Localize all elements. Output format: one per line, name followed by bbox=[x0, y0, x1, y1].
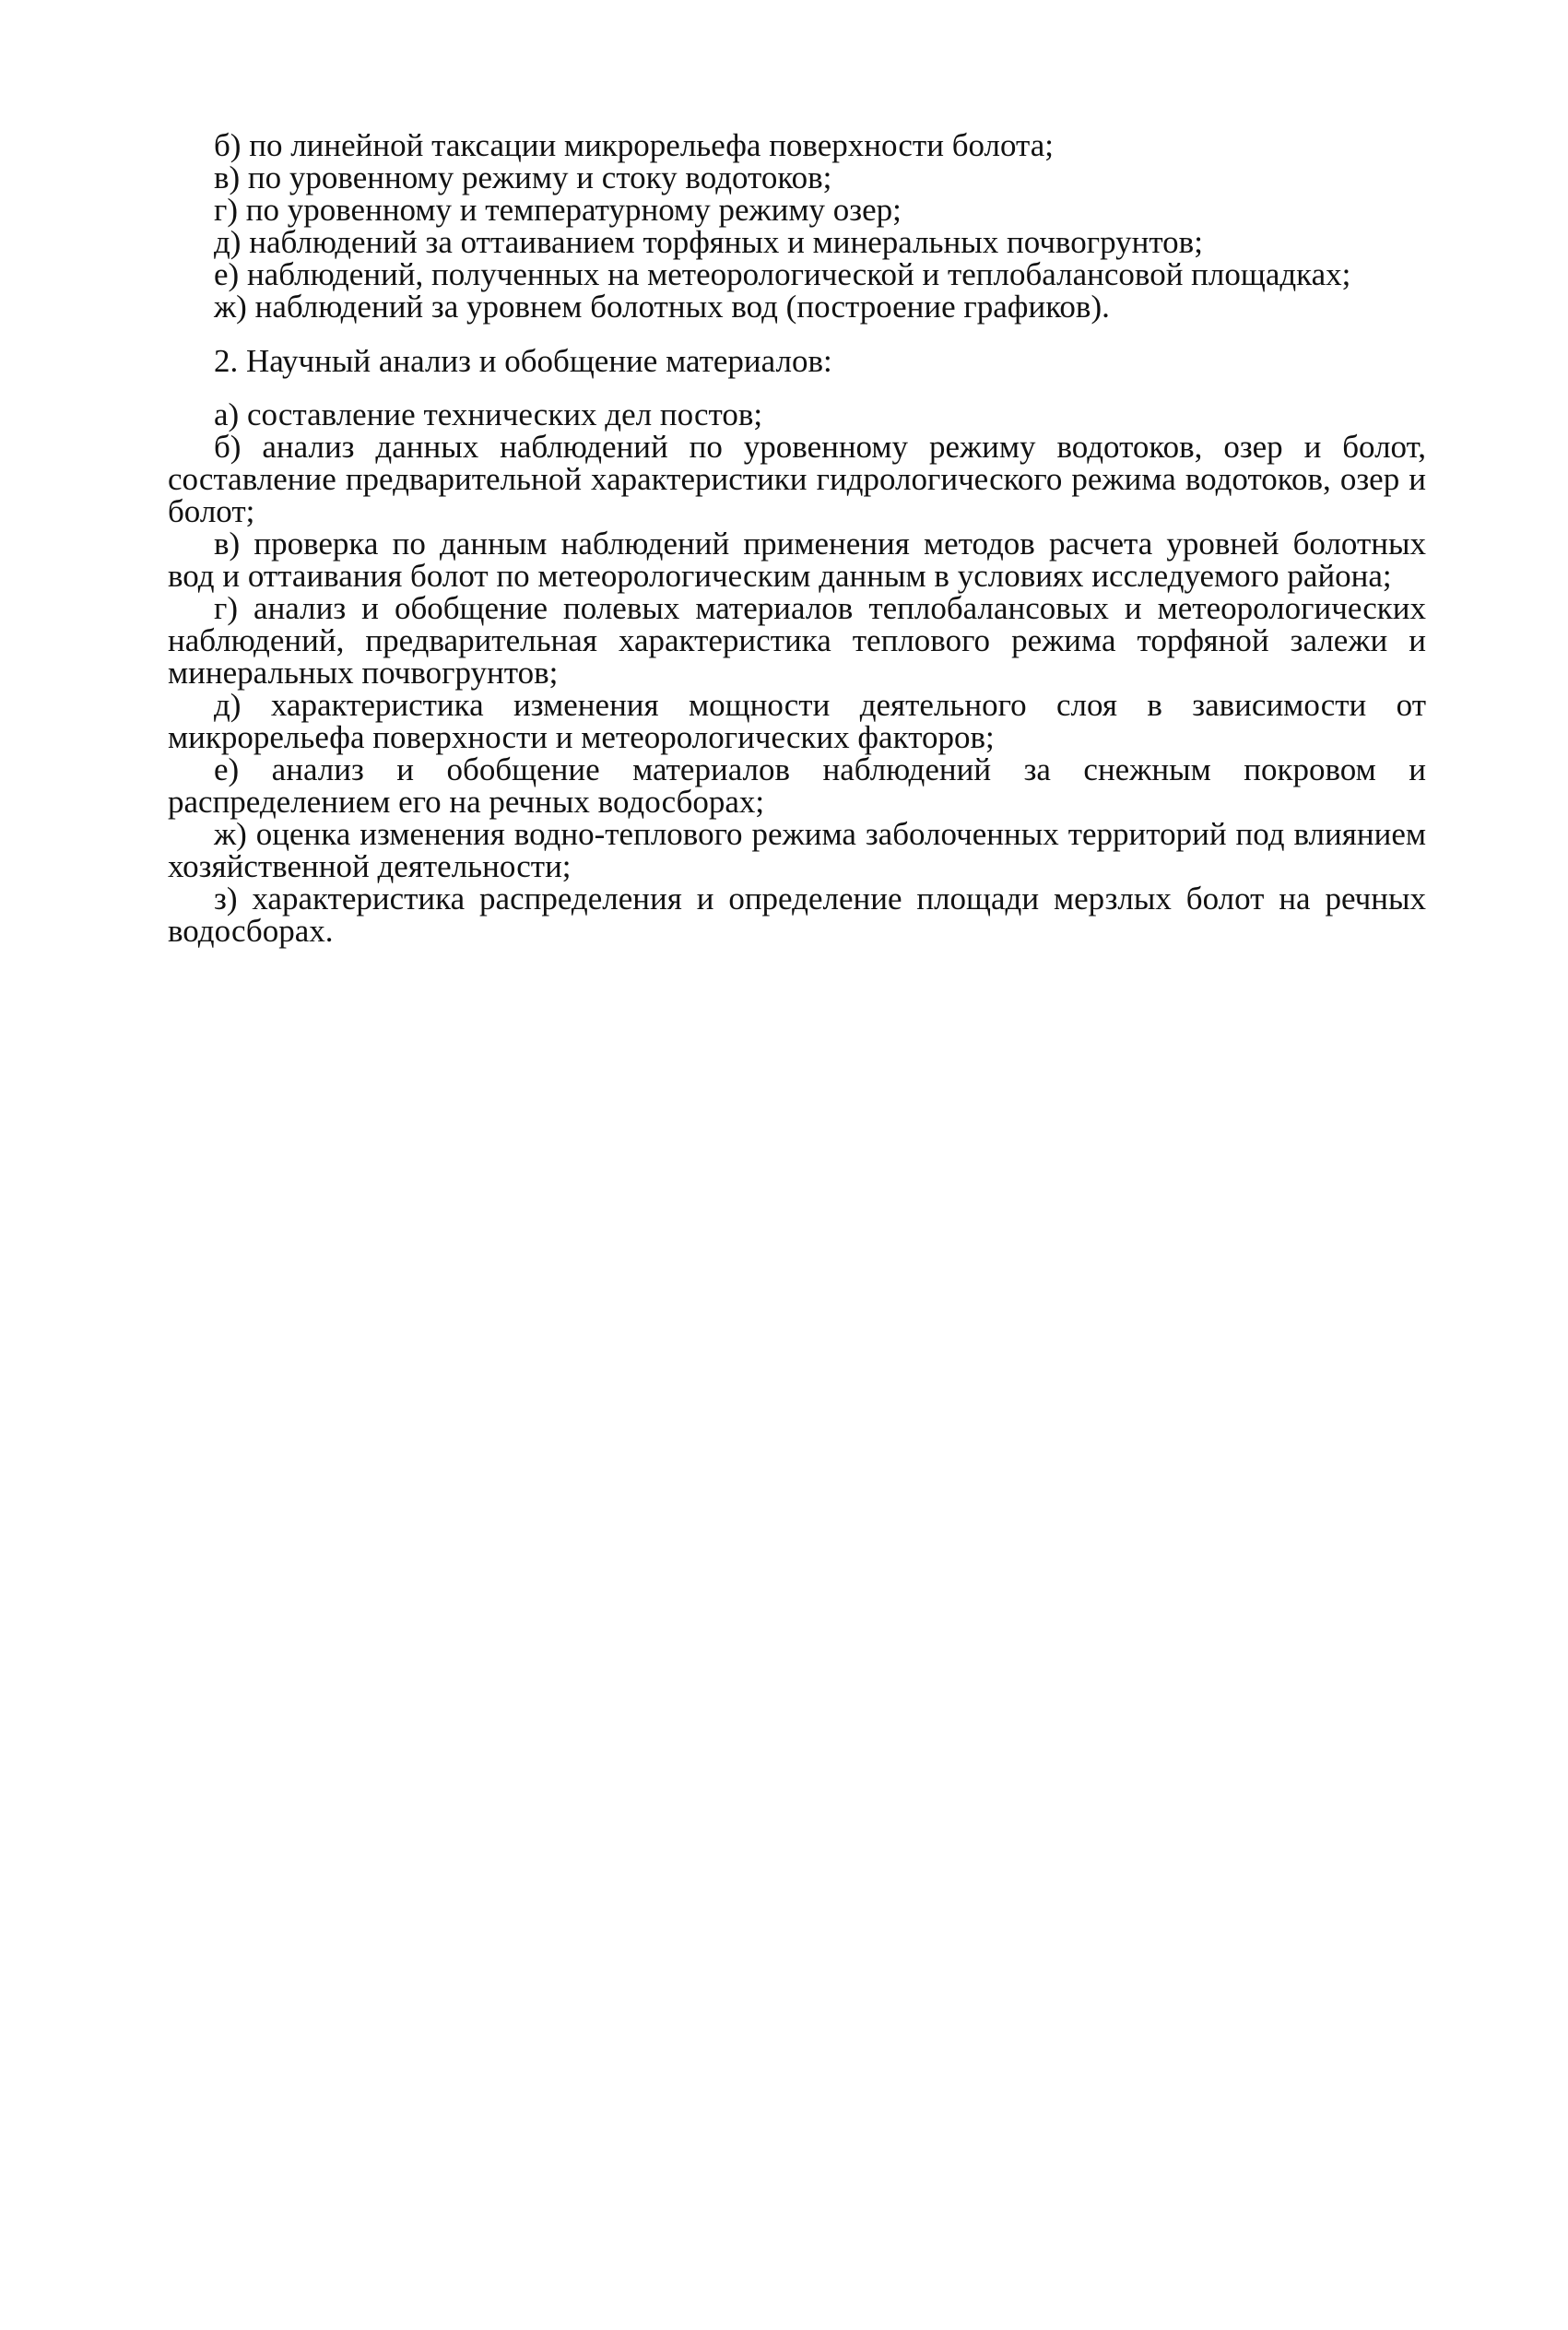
list-item: г) по уровенному и температурному режиму озер; bbox=[214, 192, 902, 228]
section2-list bbox=[168, 398, 1426, 947]
list-item: д) характеристика изменения мощности деятельного слоя в зависимости от микрорельефа поверхности и метеорологических факторов; bbox=[168, 687, 1426, 755]
document-page bbox=[168, 129, 1426, 947]
list-item: б) по линейной таксации микрорельефа поверхности болота; bbox=[214, 127, 1055, 163]
list-item: б) анализ данных наблюдений по уровенному режиму водотоков, озер и болот, составление предварительной характеристики гидрологического режима водотоков, озер и болот; bbox=[168, 429, 1426, 529]
list-item: ж) оценка изменения водно-теплового режима заболоченных территорий под влиянием хозяйственной деятельности; bbox=[168, 816, 1426, 884]
section2-heading: 2. Научный анализ и обобщение материалов: bbox=[214, 343, 832, 379]
list-item: е) наблюдений, полученных на метеорологической и теплобалансовой площадках; bbox=[214, 256, 1351, 292]
list-item: а) составление технических дел постов; bbox=[214, 396, 763, 432]
section1-list bbox=[168, 129, 1426, 323]
list-item: ж) наблюдений за уровнем болотных вод (построение графиков). bbox=[214, 289, 1110, 325]
list-item: г) анализ и обобщение полевых материалов теплобалансовых и метеорологических наблюдений, предварительная характеристика теплового режима торфяной залежи и минеральных почвогрунтов; bbox=[168, 590, 1426, 691]
list-item: д) наблюдений за оттаиванием торфяных и минеральных почвогрунтов; bbox=[214, 224, 1203, 260]
list-item: е) анализ и обобщение материалов наблюдений за снежным покровом и распределением его на речных водосборах; bbox=[168, 751, 1426, 820]
list-item: в) по уровенному режиму и стоку водотоков; bbox=[214, 160, 832, 195]
list-item: з) характеристика распределения и определение площади мерзлых болот на речных водосборах. bbox=[168, 881, 1426, 949]
list-item: в) проверка по данным наблюдений применения методов расчета уровней болотных вод и оттаивания болот по метеорологическим данным в условиях исследуемого района; bbox=[168, 526, 1426, 594]
